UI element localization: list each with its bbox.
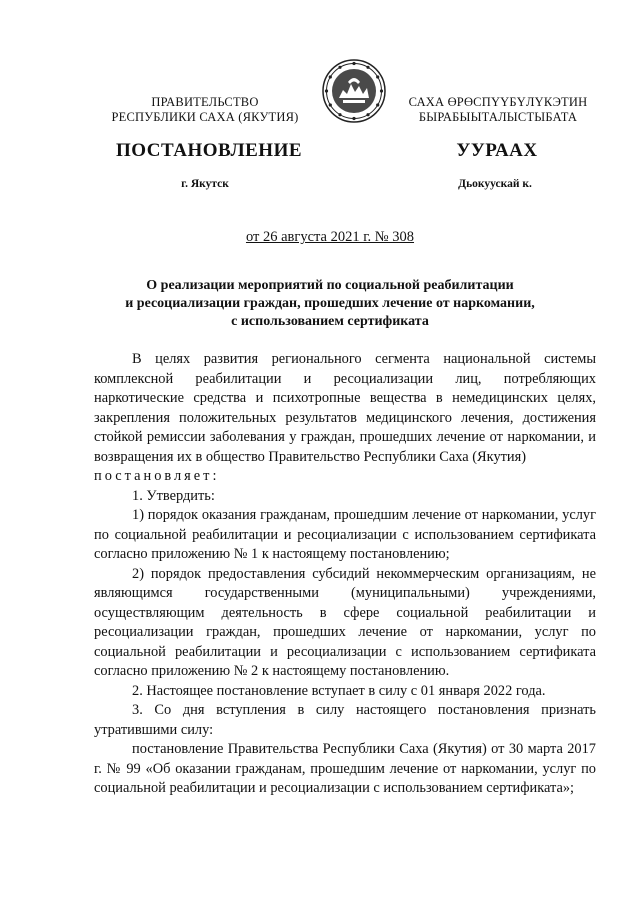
item-3: 3. Со дня вступления в силу настоящего постановления признать утратившими силу: [94,702,596,738]
item-3-1: постановление Правительства Республики Саха (Якутия) от 30 марта 2017 г. № 99 «Об оказании гражданам, прошедшим лечение от наркомании, услуг по социальной реабилитации и ресоциализации с использованием сертификата»; [94,741,596,796]
org-name-left-line1: ПРАВИТЕЛЬСТВО [151,95,259,109]
city-left: г. Якутск [181,178,229,190]
item-1-2: 2) порядок предоставления субсидий некоммерческим организациям, не являющимся государственными (муниципальными) учреждениями, осуществляющим деятельность в сфере социальной реабилитации и ресоциализации граждан, прошедших лечение от наркомании, услуг по социальной реабилитации и ресоциализации с использованием сертификата согласно приложению № 2 к настоящему постановлению. [94,565,596,679]
city-right: Дьокуускай к. [458,178,532,190]
item-2: 2. Настоящее постановление вступает в силу с 01 января 2022 года. [132,682,546,699]
org-name-right [388,95,608,125]
org-name-right-line1: САХА ӨРӨСПҮҮБҮЛҮКЭТИН [408,95,588,109]
item-1: 1. Утвердить: [132,487,215,504]
doc-type-right: УУРААХ [456,140,538,161]
org-name-left-line2: РЕСПУБЛИКИ САХА (ЯКУТИЯ) [111,110,299,124]
doc-type-left: ПОСТАНОВЛЕНИЕ [116,140,303,161]
decree-word: постановляет: [94,468,220,484]
title-line2: и ресоциализации граждан, прошедших лечение от наркомании, [125,296,535,311]
coat-of-arms-sakha-icon [321,58,387,124]
date-number-text: от 26 августа 2021 г. № 308 [245,229,415,245]
org-name-left [100,95,310,125]
title-line3: с использованием сертификата [231,314,429,329]
preamble-paragraph: В целях развития регионального сегмента национальной системы комплексной реабилитации и ресоциализации лиц, потребляющих наркотические средства и психотропные вещества в немедицинских целях, закрепления положительных результатов медицинского лечения, достижения стойкой ремиссии заболевания у граждан, прошедших лечение от наркомании, и возвращения их в общество Правительство Республики Саха (Якутия) [94,351,596,465]
date-number-line [200,229,460,246]
org-name-right-line2: БЫРАБЫЫТАЛЫСТЫБАТА [418,110,578,124]
document-body [94,350,596,799]
item-1-1: 1) порядок оказания гражданам, прошедшим лечение от наркомании, услуг по социальной реабилитации и ресоциализации с использованием сертификата согласно приложению № 1 к настоящему постановлению; [94,507,596,562]
title-line1: О реализации мероприятий по социальной реабилитации [146,278,514,293]
document-title [100,277,560,331]
